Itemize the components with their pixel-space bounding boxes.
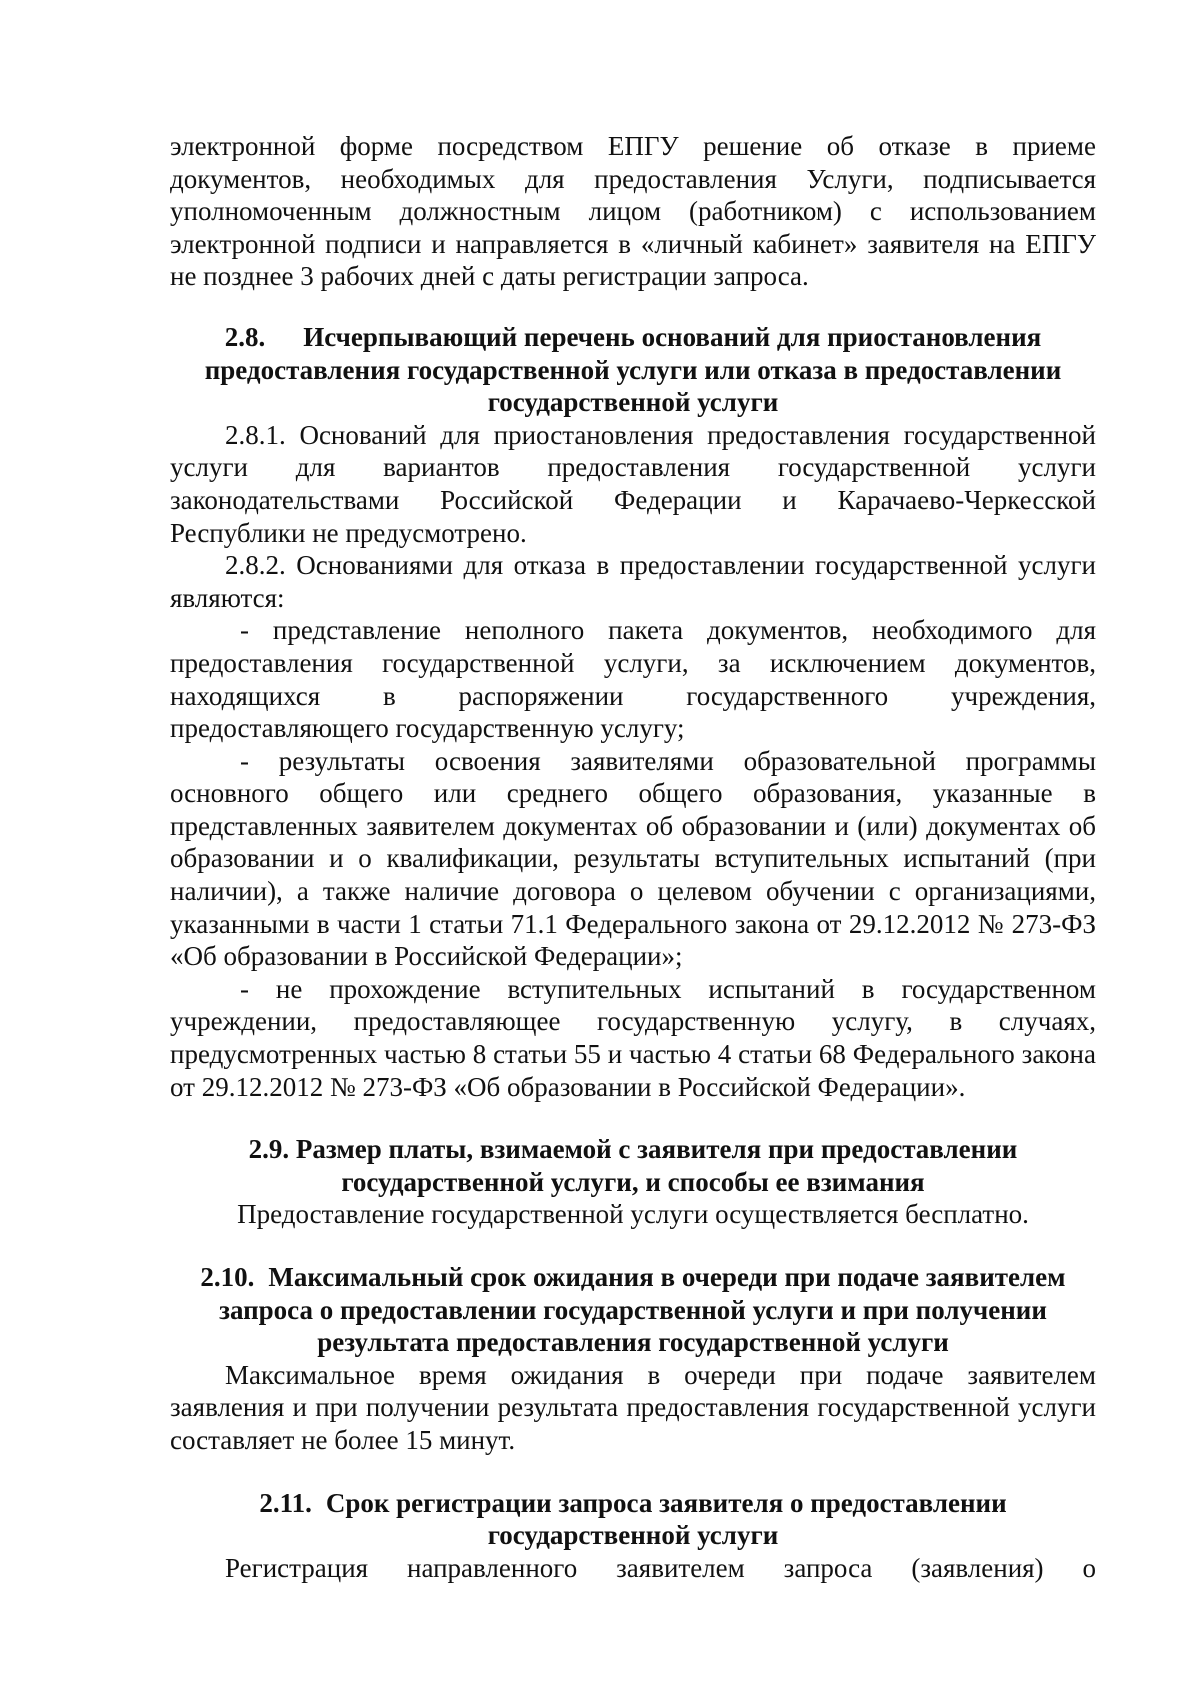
list-item-incomplete-documents: - представление неполного пакета документов, необходимого для предоставления государственной услуги, за исключением документов, находящихся в распоряжении государственного учреждения, предоставляющего государственную услугу; (170, 615, 1096, 744)
section-2-8-number: 2.8. (224, 321, 266, 352)
intro-paragraph: электронной форме посредством ЕПГУ решение об отказе в приеме документов, необходимых для предоставления Услуги, подписывается уполномоченным должностным лицом (работником) с использованием электронной подписи и направляется в «личный кабинет» заявителя на ЕПГУ не позднее 3 рабочих дней с даты регистрации запроса. (170, 131, 1096, 292)
section-2-10-title: Максимальный срок ожидания в очереди при подаче заявителем запроса о предоставлении государственной услуги и при получении результата предоставления государственной услуги (219, 1262, 1066, 1358)
document-page (170, 130, 1096, 1584)
paragraph-2-10: Максимальное время ожидания в очереди при подаче заявителем заявления и при получении результата предоставления государственной услуги составляет не более 15 минут. (170, 1359, 1096, 1455)
section-2-10-heading (170, 1261, 1096, 1359)
section-2-11-title: Срок регистрации запроса заявителя о предоставлении государственной услуги (325, 1487, 1007, 1551)
section-2-8-title: Исчерпывающий перечень оснований для приостановления предоставления государственной услуги или отказа в предоставлении государственной услуги (204, 321, 1062, 418)
section-2-11-number: 2.11. (259, 1487, 312, 1518)
section-2-9-heading: 2.9. Размер платы, взимаемой с заявителя при предоставлении государственной услуги, и способы ее взимания (248, 1134, 1018, 1197)
list-item-education-results: - результаты освоения заявителями образовательной программы основного общего или среднего общего образования, указанные в представленных заявителем документах об образовании и (или) документах об образовании и о квалификации, результаты вступительных испытаний (при наличии), а также наличие договора о целевом обучении с организациями, указанными в части 1 статьи 71.1 Федерального закона от 29.12.2012 № 273-ФЗ «Об образовании в Российской Федерации»; (170, 745, 1096, 972)
list-item-exams-not-passed: - не прохождение вступительных испытаний в государственном учреждении, предоставляющее государственную услугу, в случаях, предусмотренных частью 8 статьи 55 и частью 4 статьи 68 Федерального закона от 29.12.2012 № 273-ФЗ «Об образовании в Российской Федерации». (170, 973, 1096, 1102)
paragraph-2-8-2: 2.8.2. Основаниями для отказа в предоставлении государственной услуги являются: (170, 550, 1096, 613)
paragraph-2-11: Регистрация направленного заявителем запроса (заявления) о (225, 1552, 1096, 1583)
section-2-10-number: 2.10. (200, 1262, 255, 1292)
section-2-11-heading (170, 1487, 1096, 1552)
paragraph-2-8-1: 2.8.1. Оснований для приостановления предоставления государственной услуги для вариантов предоставления государственной услуги законодательствами Российской Федерации и Карачаево-Черкесской Республики не предусмотрено. (170, 419, 1096, 548)
paragraph-2-9: Предоставление государственной услуги осуществляется бесплатно. (237, 1199, 1029, 1230)
section-2-8-heading (170, 321, 1096, 419)
